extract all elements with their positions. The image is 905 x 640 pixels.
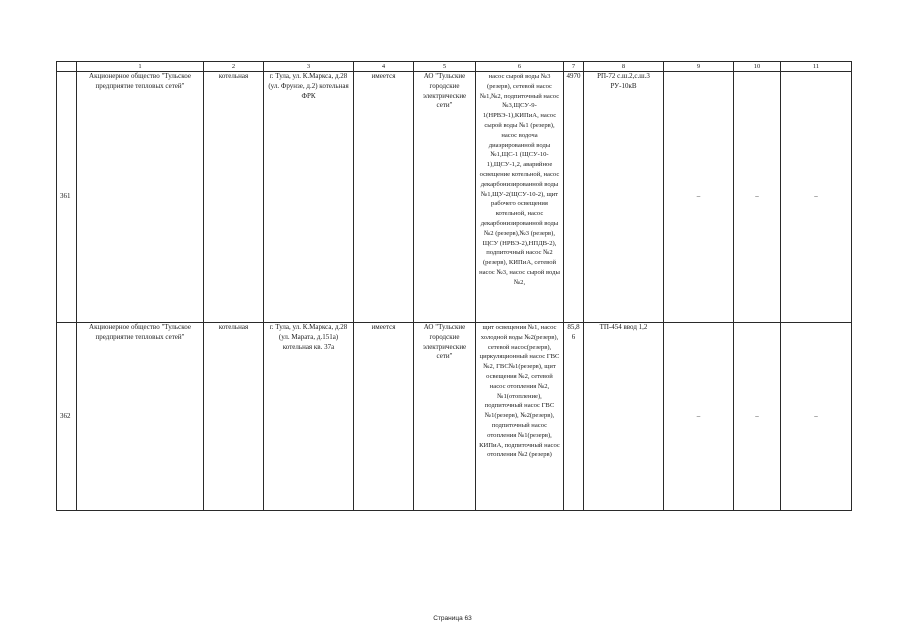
- substation-cell: РП-72 с.ш.2,с.ш.3 РУ-10кВ: [584, 72, 664, 323]
- address-cell: г. Тула, ул. К.Маркса, д.28 (ул. Фрунзе, д.2) котельная ФРК: [264, 72, 354, 323]
- col9-cell: –: [664, 72, 734, 323]
- substation-cell: ТП-454 ввод 1,2: [584, 323, 664, 511]
- header-cell-1: 1: [77, 62, 204, 72]
- row-number: 362: [57, 323, 77, 511]
- power-cell: 4970: [564, 72, 584, 323]
- header-cell-5: 5: [414, 62, 476, 72]
- header-cell-empty: [57, 62, 77, 72]
- col9-cell: –: [664, 323, 734, 511]
- registry-table: [56, 61, 852, 511]
- grid-org-cell: АО "Тульские городские электрические сети": [414, 72, 476, 323]
- object-type-cell: котельная: [204, 323, 264, 511]
- organization-cell: Акционерное общество "Тульское предприятие тепловых сетей": [77, 72, 204, 323]
- document-table-container: [56, 61, 851, 511]
- header-cell-11: 11: [781, 62, 852, 72]
- header-cell-7: 7: [564, 62, 584, 72]
- header-cell-4: 4: [354, 62, 414, 72]
- col11-cell: –: [781, 72, 852, 323]
- table-row: [57, 72, 852, 323]
- row-number: 361: [57, 72, 77, 323]
- equipment-cell: щит освещения №1, насос холодной воды №2(резерв), сетевой насос(резерв), циркуляционный насос ГВС №2, ГВС№1(резерв), щит освещения №2, сетевой насос отопления №2, №1(отопление), подпиточный насос ГВС №1(резерв), №2(резерв), подпиточный насос отопления №1(резерв), КИПиА, подпиточный насос отопления №2 (резерв): [476, 323, 564, 511]
- organization-cell: Акционерное общество "Тульское предприятие тепловых сетей": [77, 323, 204, 511]
- col11-cell: –: [781, 323, 852, 511]
- status-cell: имеется: [354, 72, 414, 323]
- header-cell-3: 3: [264, 62, 354, 72]
- header-cell-8: 8: [584, 62, 664, 72]
- header-cell-6: 6: [476, 62, 564, 72]
- address-cell: г. Тула, ул. К.Маркса, д.28 (ул. Марата, д.151а) котельная кв. 37а: [264, 323, 354, 511]
- table-row: [57, 323, 852, 511]
- col10-cell: –: [734, 323, 781, 511]
- header-cell-2: 2: [204, 62, 264, 72]
- header-cell-10: 10: [734, 62, 781, 72]
- status-cell: имеется: [354, 323, 414, 511]
- power-cell: 85,86: [564, 323, 584, 511]
- column-number-row: [57, 62, 852, 72]
- header-cell-9: 9: [664, 62, 734, 72]
- object-type-cell: котельная: [204, 72, 264, 323]
- col10-cell: –: [734, 72, 781, 323]
- equipment-cell: насос сырой воды №3 (резерв), сетевой насос №1,№2, подпиточный насос №3,ЩСУ-9-1(НРВЭ-1),КИПиА, насос сырой воды №1 (резерв), насос водоча диаэрированной воды №1,ЩС-1 (ЩСУ-10-1),ЩСУ-1,2, аварийное освещение котельной, насос декарбонизированной воды №1,ЩУ-2(ЩСУ-10-2), щит рабочего освещения котельной, насос декарбонизированной воды №2 (резерв),№3 (резерв), ЩСУ (НРВЭ-2),НПДВ-2), подпиточный насос №2 (резерв), КИПиА, сетевой насос №3, насос сырой воды №2,: [476, 72, 564, 323]
- page-number-label: Страница 63: [433, 615, 472, 622]
- grid-org-cell: АО "Тульские городские электрические сети": [414, 323, 476, 511]
